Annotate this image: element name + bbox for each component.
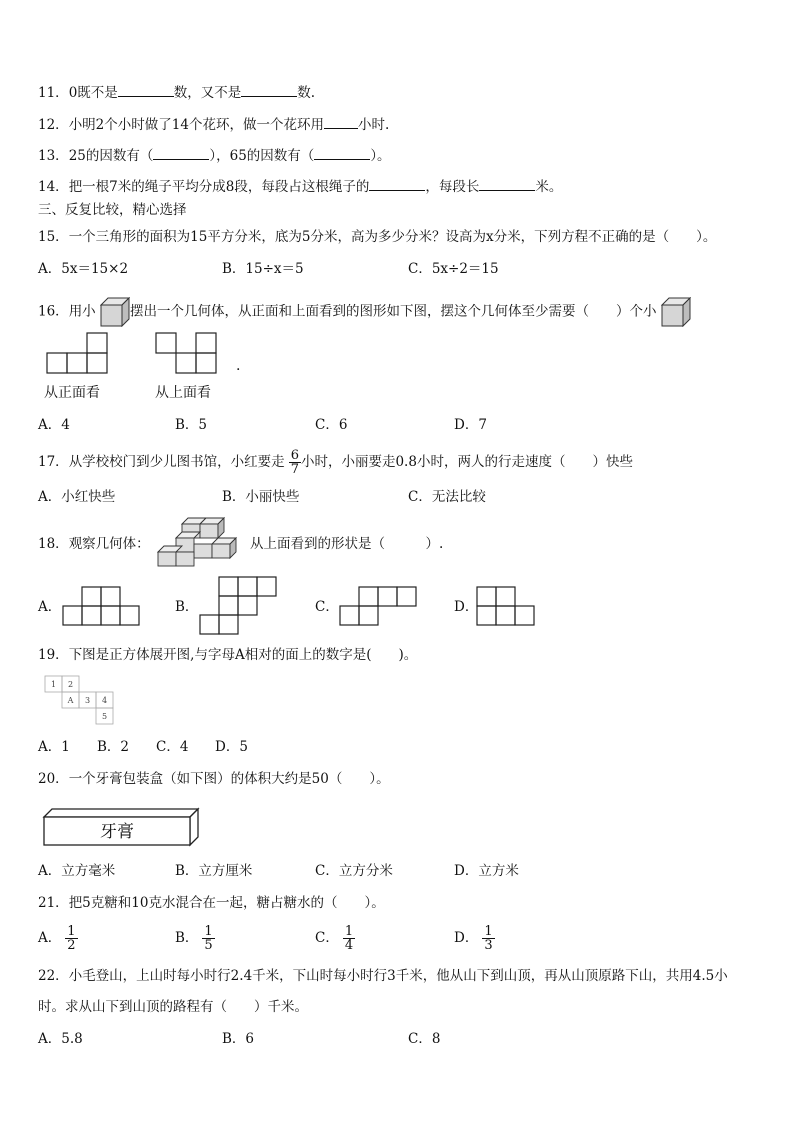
q21-option-a-den: 2	[67, 938, 76, 953]
q15-text: 一个三角形的面积为15平方分米，底为5分米，高为多少分米？设高为x分米，下列方程不正确的是（ ）。	[68, 229, 717, 245]
q20-option-b[interactable]: B．立方厘米	[175, 863, 253, 879]
q18-option-b-label: B．	[175, 599, 199, 615]
q17-fraction	[289, 449, 301, 476]
q14-text-c: 米。	[535, 179, 563, 195]
q16-front-view-figure	[46, 332, 110, 374]
question-20	[38, 770, 390, 788]
small-cube-icon	[661, 297, 691, 327]
q19-net-cell-4: 4	[101, 696, 108, 705]
q11-blank-1[interactable]	[118, 82, 174, 97]
q17-option-b[interactable]: B．小丽快些	[222, 489, 300, 505]
q16-option-b[interactable]: B．5	[175, 417, 208, 433]
section-heading: 三、反复比较，精心选择	[38, 202, 187, 218]
q18-option-d-figure	[476, 585, 536, 627]
q11-blank-2[interactable]	[241, 82, 297, 97]
q21-text: 把5克糖和10克水混合在一起，糖占糖水的（ ）。	[68, 895, 385, 911]
q21-option-a[interactable]	[38, 920, 78, 956]
q22-option-b[interactable]: B．6	[222, 1031, 255, 1047]
q21-option-d-den: 3	[484, 938, 493, 953]
q18-option-a-figure	[62, 585, 140, 627]
q19-net-cell-3: 3	[84, 696, 91, 705]
q22-option-a[interactable]: A．5.8	[38, 1031, 83, 1047]
q16-top-caption: 从上面看	[155, 385, 211, 401]
question-22-line-1	[38, 967, 728, 985]
q16-option-d[interactable]: D．7	[454, 417, 487, 433]
q21-option-a-label: A．	[38, 930, 62, 946]
q13-number: 13．	[38, 148, 69, 164]
question-15	[38, 228, 716, 246]
q21-option-d-label: D．	[454, 930, 479, 946]
small-cube-icon	[100, 297, 130, 327]
q12-blank[interactable]	[324, 114, 358, 129]
q19-net-cell-2: 2	[67, 680, 74, 689]
q13-text-a: 25的因数有（	[68, 148, 154, 164]
question-11	[38, 82, 315, 102]
q12-number: 12．	[38, 117, 69, 133]
q16-top-view-figure	[155, 332, 219, 374]
toothpaste-box-figure	[42, 807, 202, 847]
q19-text: 下图是正方体展开图,与字母A相对的面上的数字是( )。	[68, 647, 418, 663]
q13-blank-1[interactable]	[153, 145, 209, 160]
q14-text-b: ，每段长	[425, 179, 480, 195]
q11-text-b: 数，又不是	[173, 85, 242, 101]
q21-option-c-num: 1	[344, 924, 354, 939]
q16-number: 16．	[38, 303, 69, 320]
q15-option-c[interactable]: C．5x÷2＝15	[408, 261, 499, 277]
q16-front-caption: 从正面看	[44, 385, 100, 401]
q21-number: 21．	[38, 895, 69, 911]
q20-number: 20．	[38, 771, 69, 787]
q13-text-b: ），65的因数有（	[209, 148, 315, 164]
q18-number: 18．	[38, 536, 69, 552]
question-12	[38, 114, 389, 134]
q20-option-c[interactable]: C．立方分米	[315, 863, 393, 879]
q14-blank-1[interactable]	[369, 176, 425, 191]
q22-number: 22．	[38, 968, 69, 984]
q16-dot: .	[236, 358, 241, 374]
q22-option-c[interactable]: C．8	[408, 1031, 441, 1047]
question-14	[38, 176, 562, 196]
q19-net-cell-A: A	[67, 696, 74, 705]
q16-option-a[interactable]: A．4	[38, 417, 70, 433]
question-17	[38, 448, 633, 476]
q21-option-b-label: B．	[175, 930, 199, 946]
q21-option-a-num: 1	[67, 924, 76, 939]
q21-option-b-den: 5	[204, 938, 213, 953]
q21-option-c-label: C．	[315, 930, 339, 946]
q18-option-c-figure	[339, 585, 417, 627]
q19-net-cell-5: 5	[101, 712, 108, 721]
q20-option-d[interactable]: D．立方米	[454, 863, 519, 879]
q18-option-b[interactable]	[175, 598, 198, 616]
q21-option-b[interactable]	[175, 920, 215, 956]
q17-option-a[interactable]: A．小红快些	[38, 489, 116, 505]
q13-blank-2[interactable]	[314, 145, 370, 160]
q17-fraction-den: 7	[290, 462, 299, 477]
q18-option-d-label: D．	[454, 599, 479, 615]
q19-net-cell-1: 1	[50, 680, 57, 689]
q18-option-a-label: A．	[38, 599, 62, 615]
q11-text-a: 0既不是	[68, 85, 118, 101]
q17-fraction-num: 6	[290, 448, 299, 463]
q15-option-b[interactable]: B．15÷x＝5	[222, 261, 304, 277]
q19-option-c[interactable]: C．4	[156, 739, 189, 755]
question-13	[38, 145, 391, 165]
q17-text-b: 小时，小丽要走0.8小时，两人的行走速度（ ）快些	[300, 454, 633, 470]
q13-text-c: ）。	[370, 148, 391, 164]
q19-option-d[interactable]: D．5	[215, 739, 248, 755]
q20-option-a[interactable]: A．立方毫米	[38, 863, 116, 879]
toothpaste-box-label: 牙膏	[100, 822, 134, 842]
question-22-line-2: 时。求从山下到山顶的路程有（ ）千米。	[38, 999, 308, 1015]
q17-number: 17．	[38, 454, 69, 470]
q12-text-b: 小时.	[357, 117, 390, 133]
q18-text-b: 从上面看到的形状是（ ）.	[250, 536, 444, 552]
q15-option-a[interactable]: A．5x＝15×2	[38, 261, 129, 277]
q21-option-b-num: 1	[204, 924, 213, 939]
q14-number: 14．	[38, 179, 69, 195]
q19-option-a[interactable]: A．1	[38, 739, 70, 755]
q11-text-c: 数.	[297, 85, 316, 101]
q16-option-c[interactable]: C．6	[315, 417, 348, 433]
q19-option-b[interactable]: B．2	[97, 739, 130, 755]
q16-text-b: 摆出一个几何体，从正面和上面看到的图形如下图，摆这个几何体至少需要（ ）个小	[129, 303, 657, 320]
question-16	[38, 297, 691, 327]
question-18	[38, 535, 150, 553]
q18-text-a: 观察几何体：	[68, 536, 150, 552]
q19-cube-net	[44, 675, 118, 727]
q17-text-a: 从学校校门到少儿图书馆，小红要走	[68, 454, 285, 470]
q11-number: 11．	[38, 85, 69, 101]
q20-text: 一个牙膏包装盒（如下图）的体积大约是50（ ）。	[68, 771, 390, 787]
q15-number: 15．	[38, 229, 69, 245]
question-21	[38, 894, 385, 912]
q18-option-b-figure	[199, 576, 279, 636]
q17-option-c[interactable]: C．无法比较	[408, 489, 486, 505]
q22-text-line1: 小毛登山，上山时每小时行2.4千米，下山时每小时行3千米，他从山下到山顶，再从山顶原路下山，共用4.5小	[68, 968, 728, 984]
q19-number: 19．	[38, 647, 69, 663]
q21-option-d-num: 1	[484, 924, 493, 939]
q18-option-c[interactable]	[315, 598, 339, 616]
question-19	[38, 646, 417, 664]
q16-text-a: 用小	[68, 303, 96, 320]
q21-option-c-den: 4	[344, 938, 354, 953]
q18-option-a[interactable]	[38, 598, 61, 616]
q18-solid-figure	[154, 516, 240, 568]
q14-blank-2[interactable]	[479, 176, 535, 191]
q18-option-c-label: C．	[315, 599, 339, 615]
q12-text-a: 小明2个小时做了14个花环，做一个花环用	[68, 117, 324, 133]
q21-option-c[interactable]	[315, 920, 355, 956]
q18-option-d[interactable]	[454, 598, 478, 616]
q14-text-a: 把一根7米的绳子平均分成8段，每段占这根绳子的	[68, 179, 370, 195]
q21-option-d[interactable]	[454, 920, 495, 956]
